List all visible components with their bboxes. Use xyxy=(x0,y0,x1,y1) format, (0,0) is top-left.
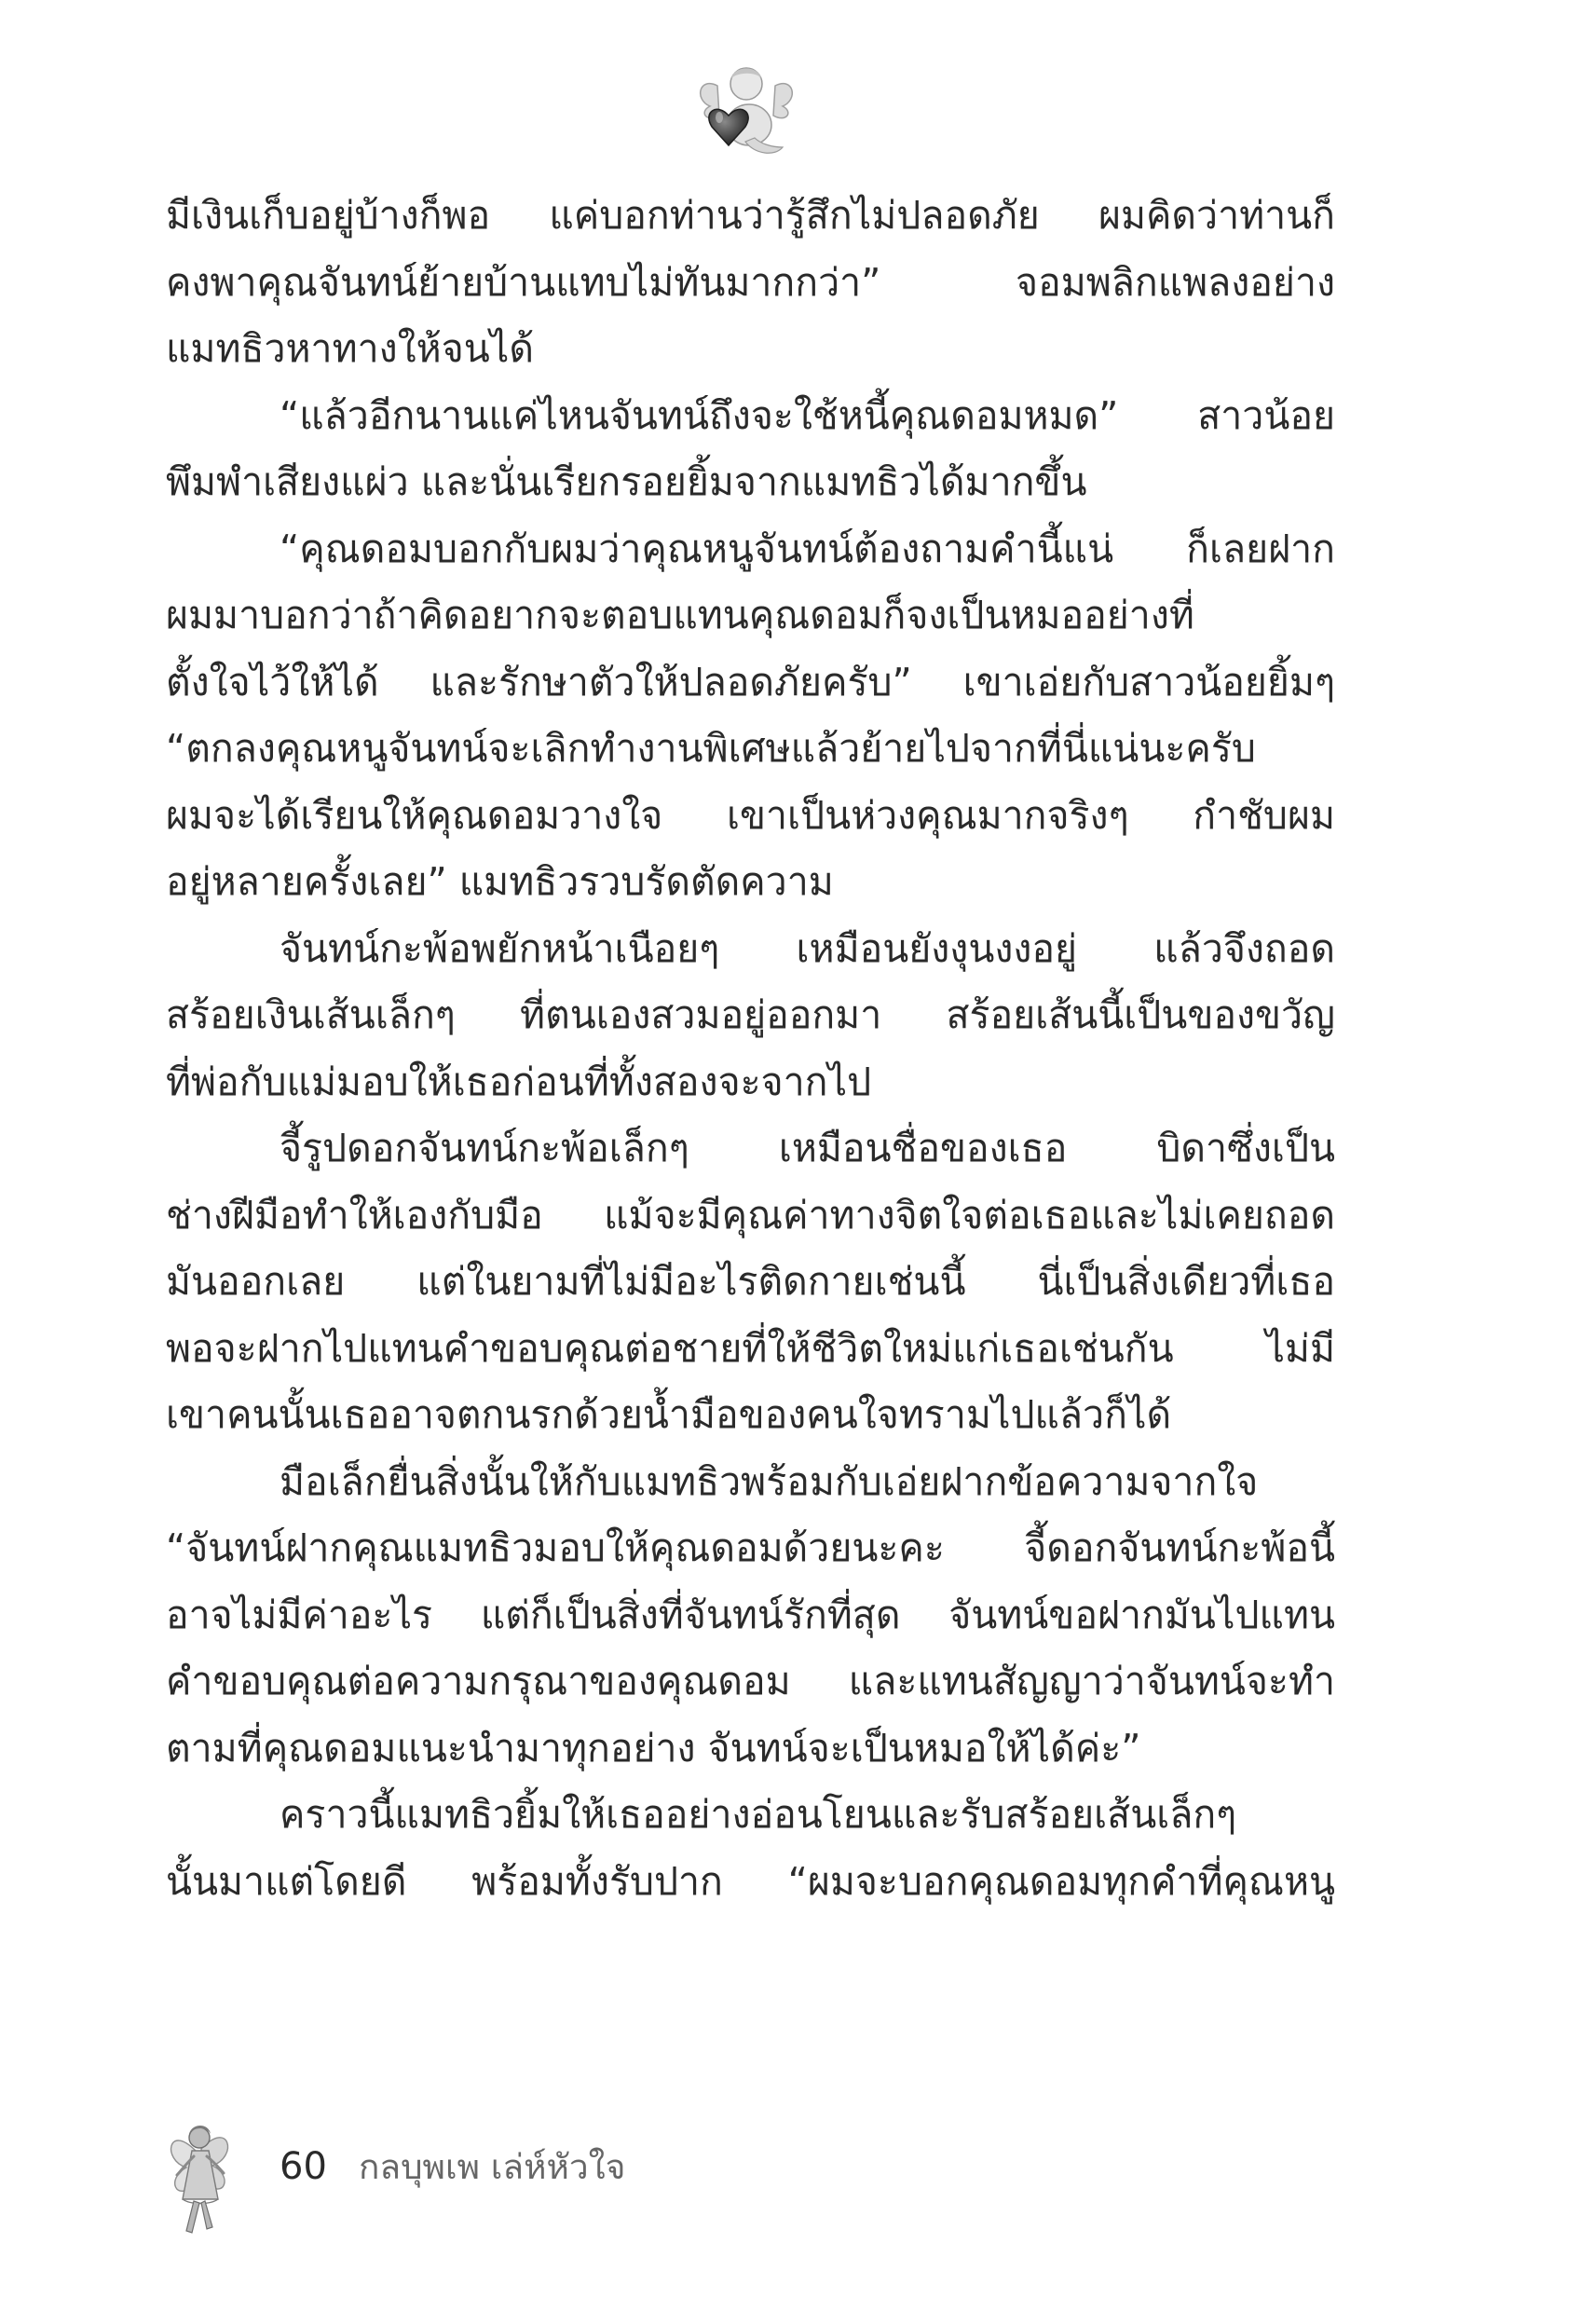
paragraph-first-line: “คุณดอมบอกกับผมว่าคุณหนูจันทน์ต้องถามคำนี้แน่ ก็เลยฝาก xyxy=(280,526,1335,571)
text-line: สร้อยเงินเส้นเล็กๆ ที่ตนเองสวมอยู่ออกมา สร้อยเส้นนี้เป็นของขวัญ xyxy=(166,992,1335,1037)
text-line: มันออกเลย แต่ในยามที่ไม่มีอะไรติดกายเช่นนี้ นี่เป็นสิ่งเดียวที่เธอ xyxy=(166,1259,1335,1304)
book-title: กลบุพเพ เล่ห์หัวใจ xyxy=(359,2147,626,2187)
cupid-with-heart-icon xyxy=(689,58,801,160)
body-text xyxy=(166,183,1335,1915)
text-line: คำขอบคุณต่อความกรุณาของคุณดอม และแทนสัญญาว่าจันทน์จะทำ xyxy=(166,1659,1335,1703)
page-number: 60 xyxy=(280,2145,327,2188)
text-line: ผมจะได้เรียนให้คุณดอมวางใจ เขาเป็นห่วงคุณมากจริงๆ กำชับผม xyxy=(166,792,1335,838)
text-line: “ตกลงคุณหนูจันทน์จะเลิกทำงานพิเศษแล้วย้ายไปจากที่นี่แน่นะครับ xyxy=(166,726,1256,771)
fairy-icon xyxy=(158,2113,240,2244)
text-line: คงพาคุณจันทน์ย้ายบ้านแทบไม่ทันมากกว่า” จอมพลิกแพลงอย่าง xyxy=(166,259,1335,305)
text-line: นั้นมาแต่โดยดี พร้อมทั้งรับปาก “ผมจะบอกคุณดอมทุกคำที่คุณหนู xyxy=(166,1858,1335,1904)
paragraph-first-line: จันทน์กะพ้อพยักหน้าเนือยๆ เหมือนยังงุนงงอยู่ แล้วจึงถอด xyxy=(280,925,1335,971)
text-line: แมทธิวหาทางให้จนได้ xyxy=(166,326,534,371)
text-line: ผมมาบอกว่าถ้าคิดอยากจะตอบแทนคุณดอมก็จงเป็นหมออย่างที่ xyxy=(166,593,1194,637)
paragraph-first-line: มือเล็กยื่นสิ่งนั้นให้กับแมทธิวพร้อมกับเอ่ยฝากข้อความจากใจ xyxy=(280,1458,1259,1504)
paragraph-first-line: จี้รูปดอกจันทน์กะพ้อเล็กๆ เหมือนชื่อของเธอ บิดาซึ่งเป็น xyxy=(280,1126,1335,1170)
text-line: ตั้งใจไว้ให้ได้ และรักษาตัวให้ปลอดภัยครับ” เขาเอ่ยกับสาวน้อยยิ้มๆ xyxy=(166,659,1335,704)
text-line: อยู่หลายครั้งเลย” แมทธิวรวบรัดตัดความ xyxy=(166,859,834,904)
text-line: มีเงินเก็บอยู่บ้างก็พอ แค่บอกท่านว่ารู้สึกไม่ปลอดภัย ผมคิดว่าท่านก็ xyxy=(166,193,1335,238)
text-line: ที่พ่อกับแม่มอบให้เธอก่อนที่ทั้งสองจะจากไป xyxy=(166,1059,872,1104)
text-line: เขาคนนั้นเธออาจตกนรกด้วยน้ำมือของคนใจทรามไปแล้วก็ได้ xyxy=(166,1392,1172,1437)
paragraph-first-line: คราวนี้แมทธิวยิ้มให้เธออย่างอ่อนโยนและรับสร้อยเส้นเล็กๆ xyxy=(280,1792,1237,1837)
text-line: พอจะฝากไปแทนคำขอบคุณต่อชายที่ให้ชีวิตใหม่แก่เธอเช่นกัน ไม่มี xyxy=(166,1325,1335,1371)
text-line: พึมพำเสียงแผ่ว และนั่นเรียกรอยยิ้มจากแมทธิวได้มากขึ้น xyxy=(166,459,1087,504)
page-footer xyxy=(280,2140,625,2195)
text-line: ตามที่คุณดอมแนะนำมาทุกอย่าง จันทน์จะเป็นหมอให้ได้ค่ะ” xyxy=(166,1725,1141,1771)
text-line: “จันทน์ฝากคุณแมทธิวมอบให้คุณดอมด้วยนะคะ จี้ดอกจันทน์กะพ้อนี้ xyxy=(166,1525,1335,1570)
paragraph-first-line: “แล้วอีกนานแค่ไหนจันทน์ถึงจะใช้หนี้คุณดอมหมด” สาวน้อย xyxy=(280,392,1335,438)
text-line: ช่างฝีมือทำให้เองกับมือ แม้จะมีคุณค่าทางจิตใจต่อเธอและไม่เคยถอด xyxy=(166,1192,1335,1238)
text-line: อาจไม่มีค่าอะไร แต่ก็เป็นสิ่งที่จันทน์รักที่สุด จันทน์ขอฝากมันไปแทน xyxy=(166,1592,1335,1637)
